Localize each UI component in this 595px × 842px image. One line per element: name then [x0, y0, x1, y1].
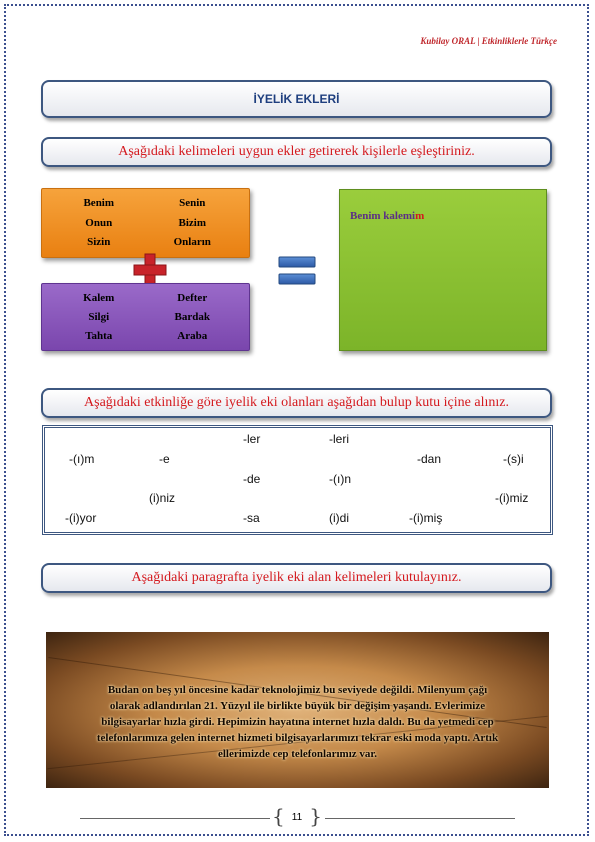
suffix-item[interactable]: -de	[243, 472, 261, 486]
noun-box	[41, 283, 250, 351]
suffix-item[interactable]: -(i)miz	[495, 491, 529, 505]
suffix-item[interactable]: -(i)miş	[409, 511, 443, 525]
instruction-suffixes: Aşağıdaki etkinliğe göre iyelik eki olanları aşağıdan bulup kutu içine alınız.	[41, 388, 552, 418]
pronoun: Onun	[85, 216, 113, 229]
suffix-item[interactable]: -leri	[329, 432, 349, 446]
suffix-item[interactable]: -ler	[243, 432, 261, 446]
noun: Defter	[177, 292, 208, 304]
example-prefix: Benim kalemi	[350, 210, 416, 222]
suffix-item[interactable]: -(i)yor	[65, 511, 97, 525]
suffix-table	[42, 425, 553, 535]
pronoun: Benim	[83, 197, 115, 209]
equals-icon	[278, 254, 316, 288]
noun: Kalem	[83, 292, 115, 304]
pronoun: Bizim	[178, 216, 206, 229]
paragraph-text[interactable]: Budan on beş yıl öncesine kadar teknolojimiz bu seviyede değildi. Milenyum çağı olarak adlandırılan 21. Yüzyıl ile birlikte büyük bir değişim yaşandı. Evlerimize bilgisayarlar hızla girdi. Hepimizin hayatına internet hızla daldı. Bu da yetmedi cep telefonlarımıza gelen internet hizmeti bilgisayarlarımızı tekrar eski moda yaptı. Artık ellerimizde cep telefonlarımız var.	[96, 684, 499, 760]
suffix-item[interactable]: -(s)i	[503, 452, 524, 466]
page-number-text: 11	[291, 812, 303, 823]
suffix-item[interactable]: (i)niz	[149, 491, 175, 505]
parchment-box	[46, 632, 549, 788]
noun: Silgi	[88, 311, 110, 323]
suffix-item[interactable]: (i)di	[329, 511, 349, 525]
noun: Bardak	[174, 311, 210, 323]
instruction-matching: Aşağıdaki kelimeleri uygun ekler getirerek kişilerle eşleştiriniz.	[41, 137, 552, 167]
pronoun: Sizin	[87, 236, 111, 249]
page-number	[272, 806, 322, 830]
pronoun-box	[41, 188, 250, 258]
suffix-item[interactable]: -(ı)m	[69, 452, 95, 466]
noun: Tahta	[85, 330, 113, 342]
footer-divider-left	[80, 818, 270, 819]
example-suffix: m	[415, 210, 425, 222]
instruction-paragraph: Aşağıdaki paragrafta iyelik eki alan kelimeleri kutulayınız.	[41, 563, 552, 593]
pronoun: Onların	[173, 236, 211, 249]
pronoun: Senin	[179, 197, 206, 209]
suffix-item[interactable]: -e	[159, 452, 170, 466]
noun: Araba	[177, 330, 208, 342]
suffix-item[interactable]: -sa	[243, 511, 260, 525]
suffix-item[interactable]: -(ı)n	[329, 472, 351, 486]
page-title: İYELİK EKLERİ	[41, 80, 552, 118]
answer-box[interactable]	[339, 189, 547, 351]
example-answer	[350, 210, 424, 222]
suffix-item[interactable]: -dan	[417, 452, 442, 466]
footer-divider-right	[325, 818, 515, 819]
page-header: Kubilay ORAL | Etkinliklerle Türkçe	[420, 36, 557, 46]
